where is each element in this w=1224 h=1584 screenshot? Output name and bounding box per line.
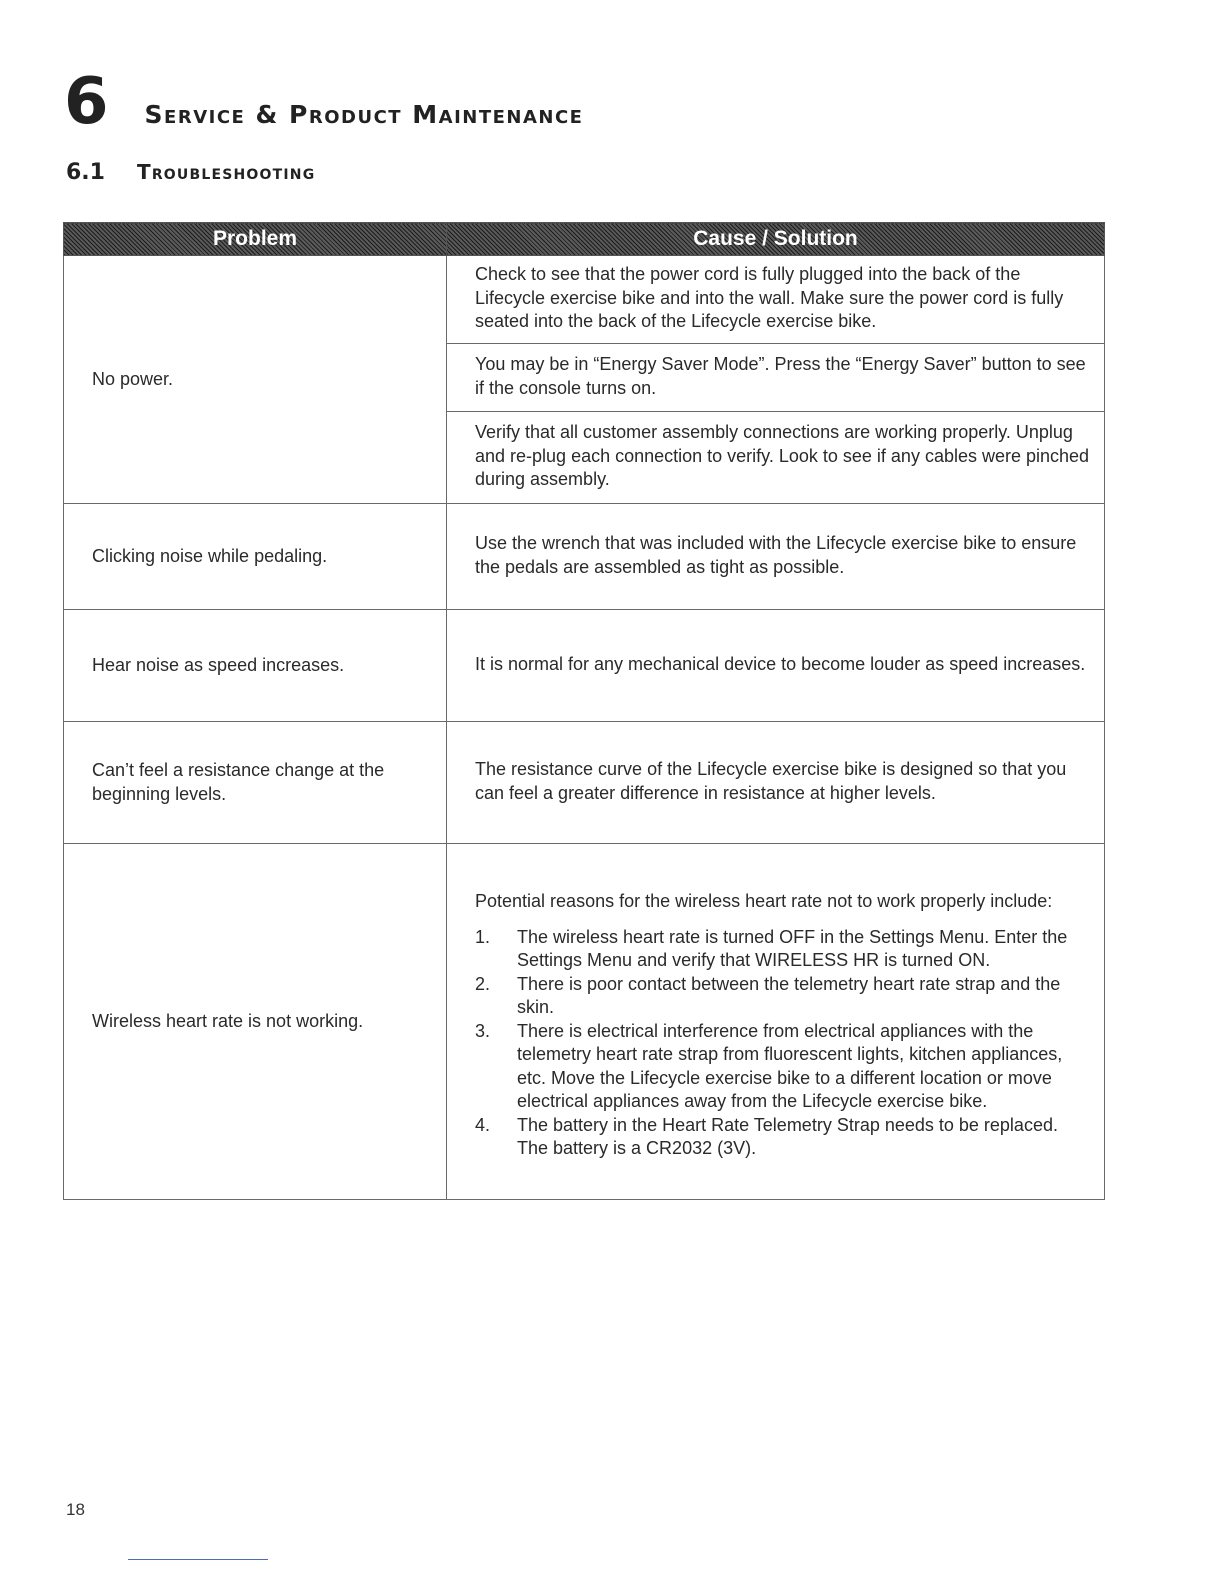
table-row — [64, 844, 1105, 1200]
problem-cell: No power. — [64, 256, 447, 504]
solution-cell: The resistance curve of the Lifecycle exercise bike is designed so that you can feel a greater difference in resistance at higher levels. — [447, 722, 1105, 844]
solution-column-header: Cause / Solution — [447, 223, 1105, 256]
solution-cell: You may be in “Energy Saver Mode”. Press the “Energy Saver” button to see if the console turns on. — [447, 344, 1105, 412]
footer-divider — [128, 1559, 268, 1560]
solution-cell: Verify that all customer assembly connections are working properly. Unplug and re-plug each connection to verify. Look to see if any cables were pinched during assembly. — [447, 412, 1105, 504]
section-title: Troubleshooting — [136, 160, 316, 184]
reasons-list — [475, 926, 1090, 1161]
table-row — [64, 256, 1105, 344]
page-number: 18 — [66, 1500, 85, 1519]
solution-cell: Use the wrench that was included with the Lifecycle exercise bike to ensure the pedals are assembled as tight as possible. — [447, 504, 1105, 610]
list-item — [475, 1020, 1090, 1114]
section-heading — [66, 160, 315, 185]
list-item — [475, 1114, 1090, 1161]
list-item-text: There is electrical interference from electrical appliances with the telemetry heart rate strap from fluorescent lights, kitchen appliances, etc. Move the Lifecycle exercise bike to a different location or move electrical appliances away from the Lifecycle exercise bike. — [517, 1020, 1063, 1112]
table-row — [64, 722, 1105, 844]
chapter-heading — [64, 65, 584, 139]
problem-cell: Clicking noise while pedaling. — [64, 504, 447, 610]
table-row — [64, 504, 1105, 610]
solution-cell: Check to see that the power cord is fully plugged into the back of the Lifecycle exercise bike and into the wall. Make sure the power cord is fully seated into the back of the Lifecycle exercise bike. — [447, 256, 1105, 344]
chapter-number: 6 — [64, 65, 109, 139]
table-header-row — [64, 223, 1105, 256]
problem-cell: Wireless heart rate is not working. — [64, 844, 447, 1200]
list-item-number: 3. — [475, 1020, 491, 1041]
problem-cell: Can’t feel a resistance change at the beginning levels. — [64, 722, 447, 844]
section-number: 6.1 — [66, 160, 105, 185]
list-item-number: 2. — [475, 973, 491, 994]
problem-cell: Hear noise as speed increases. — [64, 610, 447, 722]
chapter-title: Service & Product Maintenance — [144, 100, 584, 129]
list-item — [475, 973, 1090, 1020]
list-item — [475, 926, 1090, 973]
list-item-text: The wireless heart rate is turned OFF in the Settings Menu. Enter the Settings Menu and verify that WIRELESS HR is turned ON. — [517, 926, 1068, 971]
list-item-text: The battery in the Heart Rate Telemetry Strap needs to be replaced. The battery is a CR2032 (3V). — [517, 1114, 1058, 1159]
solution-intro: Potential reasons for the wireless heart rate not to work properly include: — [475, 891, 1053, 912]
list-item-number: 1. — [475, 926, 491, 947]
list-item-text: There is poor contact between the telemetry heart rate strap and the skin. — [517, 973, 1061, 1018]
troubleshooting-table — [63, 222, 1105, 1200]
problem-column-header: Problem — [64, 223, 447, 256]
table-row — [64, 610, 1105, 722]
solution-cell — [447, 844, 1105, 1200]
solution-cell: It is normal for any mechanical device to become louder as speed increases. — [447, 610, 1105, 722]
list-item-number: 4. — [475, 1114, 491, 1135]
